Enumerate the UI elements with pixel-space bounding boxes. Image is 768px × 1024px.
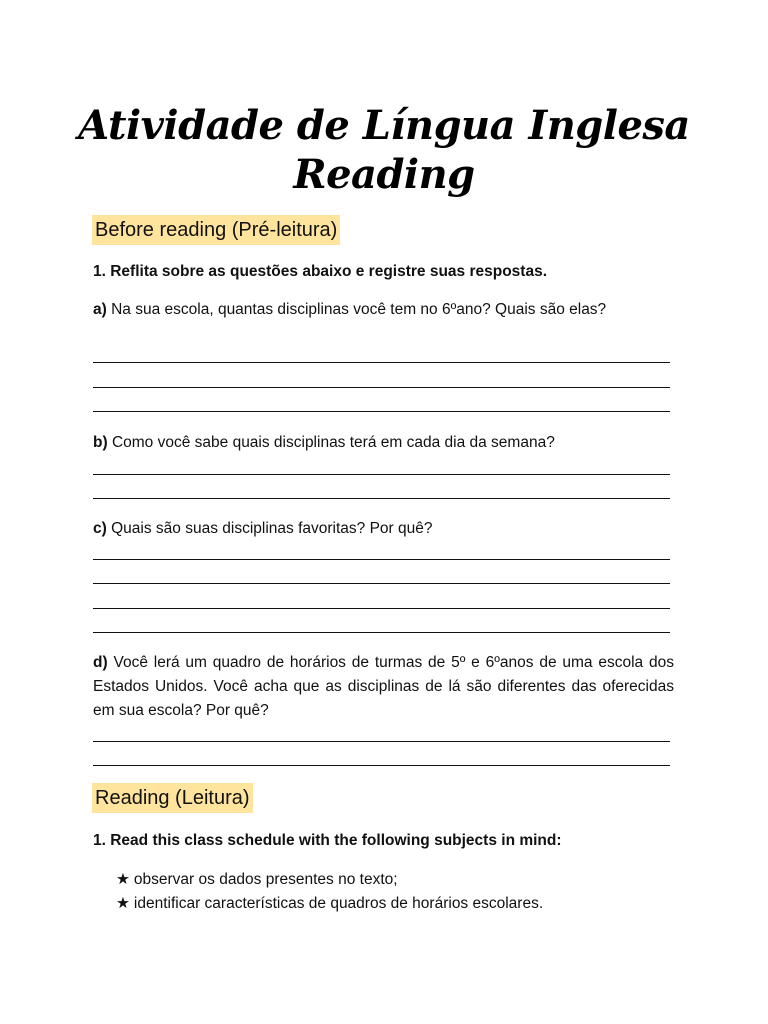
answer-line[interactable] [93, 362, 670, 363]
question-c [93, 517, 674, 541]
bullet-item [116, 867, 398, 892]
question-text: Você lerá um quadro de horários de turmas de 5º e 6ºanos de uma escola dos Estados Unidos. Você acha que as disciplinas de lá são diferentes das oferecidas em sua escola? Por quê? [93, 654, 674, 719]
reading-instruction: 1. Read this class schedule with the following subjects in mind: [93, 832, 562, 849]
question-text: Como você sabe quais disciplinas terá em cada dia da semana? [111, 434, 555, 451]
page-title: Atividade de Língua Inglesa [78, 102, 690, 149]
question-b [93, 431, 674, 455]
question-text: Quais são suas disciplinas favoritas? Por quê? [111, 520, 433, 537]
answer-line[interactable] [93, 411, 670, 412]
answer-line[interactable] [93, 632, 670, 633]
answer-line[interactable] [93, 765, 670, 766]
question-letter: d) [93, 654, 108, 671]
answer-line[interactable] [93, 474, 670, 475]
question-a [93, 298, 674, 322]
question-d [93, 651, 674, 723]
star-icon: ★ [116, 894, 130, 912]
page-subtitle: Reading [293, 151, 475, 198]
section-heading-reading: Reading (Leitura) [92, 783, 253, 813]
answer-line[interactable] [93, 498, 670, 499]
bullet-text: observar os dados presentes no texto; [133, 871, 398, 888]
question-letter: a) [93, 301, 107, 318]
before-reading-instruction: 1. Reflita sobre as questões abaixo e registre suas respostas. [93, 263, 548, 280]
answer-line[interactable] [93, 387, 670, 388]
answer-line[interactable] [93, 741, 670, 742]
section-heading-before-reading: Before reading (Pré-leitura) [92, 215, 340, 245]
question-text: Na sua escola, quantas disciplinas você tem no 6ºano? Quais são elas? [111, 301, 607, 318]
star-icon: ★ [116, 870, 130, 888]
question-letter: c) [93, 520, 107, 537]
bullet-text: identificar características de quadros de horários escolares. [133, 895, 544, 912]
answer-line[interactable] [93, 559, 670, 560]
answer-line[interactable] [93, 583, 670, 584]
answer-line[interactable] [93, 608, 670, 609]
bullet-item [116, 891, 543, 916]
question-letter: b) [93, 434, 108, 451]
